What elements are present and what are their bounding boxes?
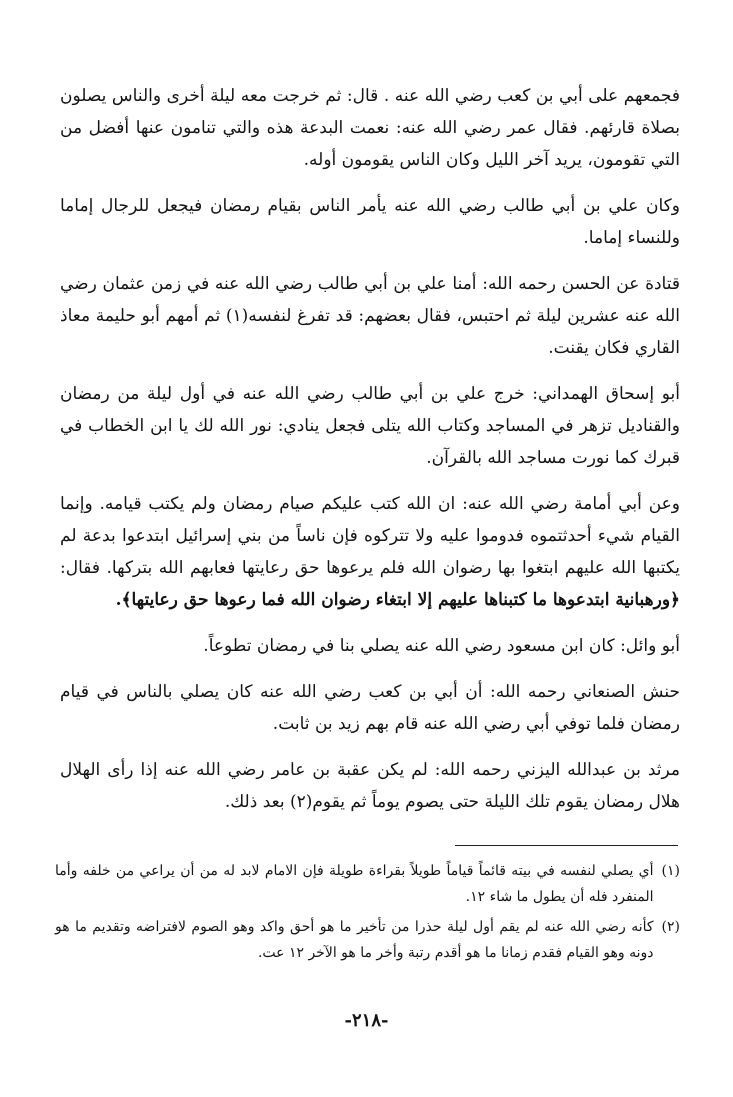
footnote-2-number: (٢) bbox=[661, 919, 680, 935]
main-text bbox=[60, 80, 680, 832]
footnote-1-text: أي يصلي لنفسه في بيته قائماً قياماً طويلاً بقراءة طويلة فإن الامام لابد له من أن يراعي من خلفه وأما المنفرد فله أن يطول ما شاء ١٢. bbox=[55, 863, 654, 905]
abu-umama-text: وعن أبي أمامة رضي الله عنه: ان الله كتب عليكم صيام رمضان ولم يكتب قيامه. وإنما القيام شيء أحدثتموه فدوموا عليه ولا تتركوه فإن ناساً من بني إسرائيل ابتدعوا بدعة لم يكتبها الله عليهم ابتغوا بها رضوان الله فلم يرعوها حق رعايتها فعابهم الله بتركها. فقال: bbox=[60, 494, 680, 578]
paragraph-abu-umama bbox=[60, 488, 680, 616]
footnote-1-number: (١) bbox=[661, 863, 680, 879]
paragraph-abu-wail: أبو وائل: كان ابن مسعود رضي الله عنه يصلي بنا في رمضان تطوعاً. bbox=[203, 636, 680, 656]
paragraph-abu-ishaq: أبو إسحاق الهمداني: خرج علي بن أبي طالب رضي الله عنه في أول ليلة من رمضان والقناديل تزهر في المساجد وكتاب الله يتلى فجعل ينادي: نور الله لك يا ابن الخطاب في قبرك كما نورت مساجد الله بالقرآن. bbox=[60, 384, 680, 468]
page-number: -٢١٨- bbox=[344, 1010, 389, 1031]
paragraph-marthad: مرثد بن عبدالله اليزني رحمه الله: لم يكن عقبة بن عامر رضي الله عنه إذا رأى الهلال هلال رمضان يقوم تلك الليلة حتى يصوم يوماً ثم يقوم(٢) بعد ذلك. bbox=[60, 760, 680, 812]
paragraph-hanash: حنش الصنعاني رحمه الله: أن أبي بن كعب رضي الله عنه كان يصلي بالناس في قيام رمضان فلما توفي أبي رضي الله عنه قام بهم زيد بن ثابت. bbox=[60, 682, 680, 734]
paragraph-tarawih-ubay: فجمعهم على أبي بن كعب رضي الله عنه . قال: ثم خرجت معه ليلة أخرى والناس يصلون بصلاة قارئهم. فقال عمر رضي الله عنه: نعمت البدعة هذه والتي تنامون عنها أفضل من التي تقومون، يريد آخر الليل وكان الناس يقومون أوله. bbox=[60, 86, 680, 170]
quran-verse: ﴿ورهبانية ابتدعوها ما كتبناها عليهم إلا ابتغاء رضوان الله فما رعوها حق رعايتها﴾. bbox=[115, 590, 680, 610]
paragraph-qatada: قتادة عن الحسن رحمه الله: أمنا علي بن أبي طالب رضي الله عنه في زمن عثمان رضي الله عنه عشرين ليلة ثم احتبس، فقال بعضهم: قد تفرغ لنفسه(١) ثم أمهم أبو حليمة معاذ القاري فكان يقنت. bbox=[60, 274, 680, 358]
footnote-2 bbox=[55, 914, 680, 966]
footnotes bbox=[55, 858, 680, 970]
footnote-2-text: كأنه رضي الله عنه لم يقم أول ليلة حذرا من تأخير ما هو أحق واكد وهو الصوم لافتراضه وتقديم ما هو دونه وهو القيام فقدم زمانا ما هو أقدم رتبة وأخر ما هو الآخر ١٢ عت. bbox=[55, 919, 654, 961]
paragraph-ali-imam: وكان علي بن أبي طالب رضي الله عنه يأمر الناس بقيام رمضان فيجعل للرجال إماما وللنساء إماما. bbox=[60, 196, 680, 248]
footnote-divider bbox=[455, 845, 678, 846]
footnote-1 bbox=[55, 858, 680, 910]
